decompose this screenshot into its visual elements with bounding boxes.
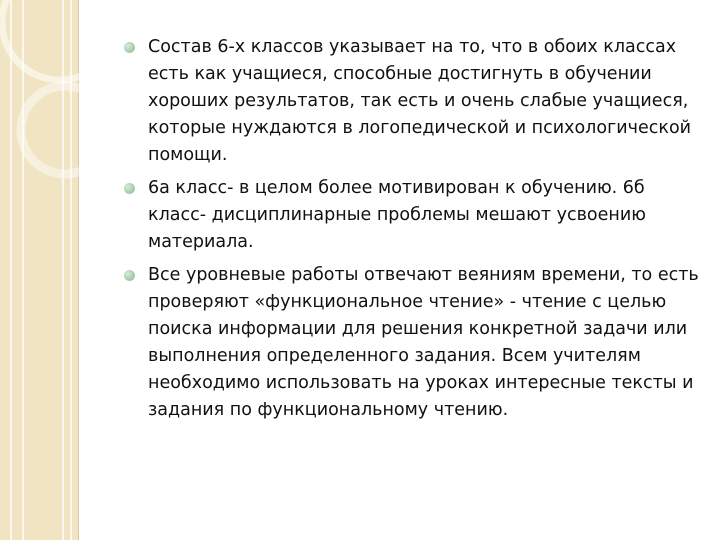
slide-content — [124, 34, 704, 430]
bullet-text: 6а класс- в целом более мотивирован к обучению. 6б класс- дисциплинарные проблемы мешают усвоению материала. — [148, 178, 646, 252]
bullet-item — [124, 175, 704, 256]
bullet-dot-icon — [124, 270, 135, 281]
bullet-dot-icon — [124, 42, 135, 53]
bullet-dot-icon — [124, 183, 135, 194]
bullet-item — [124, 34, 704, 169]
decorative-circle-top — [2, 0, 118, 80]
bullet-item — [124, 262, 704, 424]
bullet-text: Все уровневые работы отвечают веяниям времени, то есть проверяют «функциональное чтение» - чтение с целью поиска информации для решения конкретной задачи или выполнения определенного задания. Всем учителям необходимо использовать на уроках интересные тексты и задания по функциональному чтению. — [148, 265, 699, 420]
decorative-circle-bottom — [21, 86, 109, 174]
bullet-list — [124, 34, 704, 424]
bullet-text: Состав 6-х классов указывает на то, что в обоих классах есть как учащиеся, способные достигнуть в обучении хороших результатов, так есть и очень слабые учащиеся, которые нуждаются в логопедической и психологической помощи. — [148, 37, 692, 165]
decorative-circles — [0, 0, 120, 260]
